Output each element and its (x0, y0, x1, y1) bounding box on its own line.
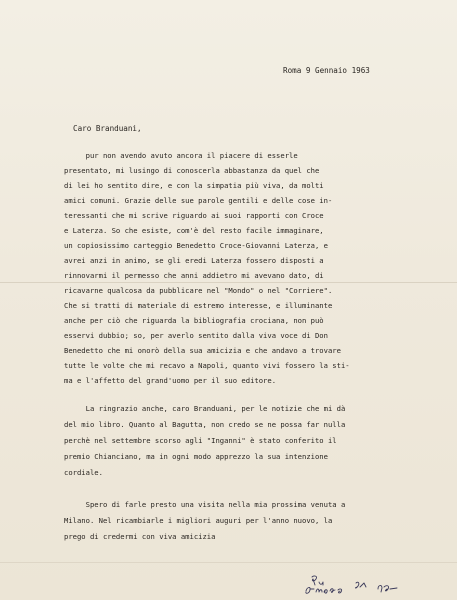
body-line: avrei anzi in animo, se gli eredi Laterza fossero disposti a (64, 256, 324, 265)
body-line: amici comuni. Grazie delle sue parole gentili e delle cose in- (64, 196, 333, 205)
paper-fold (0, 562, 457, 563)
body-line: anche per ciò che riguarda la bibliografia crociana, non può (64, 316, 324, 325)
handwritten-signature (302, 573, 412, 597)
body-line: rinnovarmi il permesso che anni addietro mi avevano dato, di (64, 271, 324, 280)
body-line: teressanti che mi scrive riguardo ai suoi rapporti con Croce (64, 211, 324, 220)
body-line: Che si tratti di materiale di estremo interesse, e illuminante (64, 301, 333, 310)
paper-fold (0, 282, 457, 283)
body-line: pur non avendo avuto ancora il piacere di esserle (64, 151, 298, 160)
body-line: esservi dubbio; so, per averlo sentito dalla viva voce di Don (64, 331, 328, 340)
signature-icon (302, 573, 412, 597)
body-line: tutte le volte che mi recavo a Napoli, quanto vivi fossero la sti- (64, 361, 350, 370)
body-line: ma e l'affetto del grand'uomo per il suo editore. (64, 376, 277, 385)
body-line: e Laterza. So che esiste, com'è del resto facile immaginare, (64, 226, 324, 235)
body-line: Spero di farle presto una visita nella mia prossima venuta a (64, 500, 346, 509)
body-line: La ringrazio anche, caro Branduani, per le notizie che mi dà (64, 404, 346, 413)
body-line: un copiosissimo carteggio Benedetto Croce-Giovanni Laterza, e (64, 241, 328, 250)
body-line: prego di credermi con viva amicizia (64, 532, 216, 541)
body-line: presentato, mi lusingo di conoscerla abbastanza da quel che (64, 166, 320, 175)
body-line: di lei ho sentito dire, e con la simpatia più viva, da molti (64, 181, 324, 190)
body-line: Benedetto che mi onorò della sua amicizia e che andavo a trovare (64, 346, 341, 355)
letter-date: Roma 9 Gennaio 1963 (283, 66, 370, 75)
body-line: perchè nel settembre scorso agli "Inganni" è stato conferito il (64, 436, 337, 445)
body-line: cordiale. (64, 468, 103, 477)
body-line: ricavarne qualcosa da pubblicare nel "Mondo" o nel "Corriere". (64, 286, 333, 295)
letter-greeting: Caro Branduani, (73, 124, 142, 133)
body-line: Milano. Nel ricambiarle i migliori auguri per l'anno nuovo, la (64, 516, 333, 525)
body-line: premio Chianciano, ma in ogni modo apprezzo la sua intenzione (64, 452, 328, 461)
body-line: del mio libro. Quanto al Bagutta, non credo se ne possa far nulla (64, 420, 346, 429)
